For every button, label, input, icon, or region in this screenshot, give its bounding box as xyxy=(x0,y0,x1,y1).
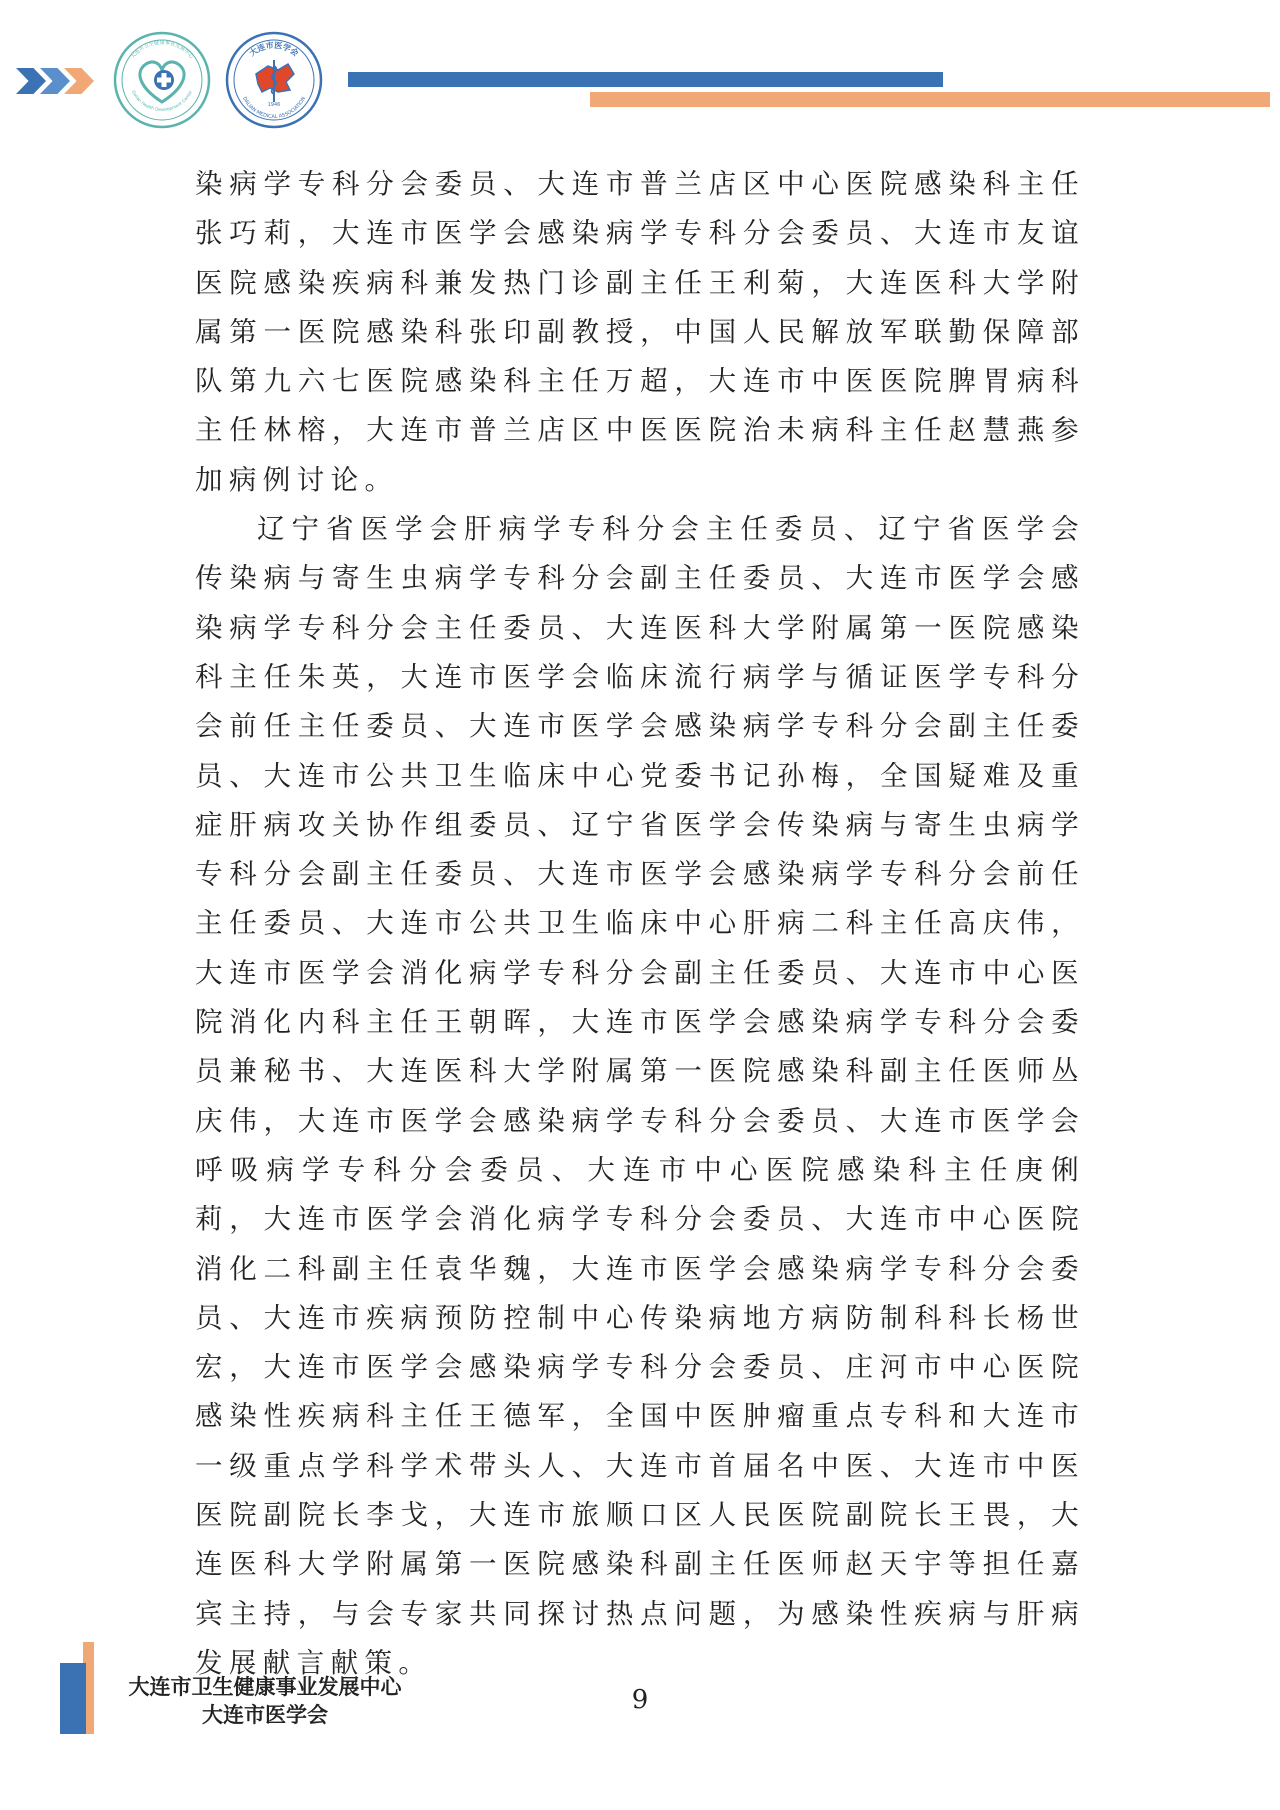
header-orange-bar xyxy=(590,92,1270,107)
svg-text:DALIAN MEDICAL ASSOCIATION: DALIAN MEDICAL ASSOCIATION xyxy=(241,95,307,121)
footer-organization xyxy=(115,1673,415,1729)
svg-text:Dalian Health Development Cent: Dalian Health Development Center xyxy=(130,90,194,113)
dalian-medical-association-logo-icon xyxy=(224,30,324,130)
footer-org-line2: 大连市医学会 xyxy=(202,1703,328,1727)
page-header xyxy=(0,0,1280,150)
paragraph-continued: 染病学专科分会委员、大连市普兰店区中心医院感染科主任张巧莉，大连市医学会感染病学专科分会委员、大连市友谊医院感染疾病科兼发热门诊副主任王利菊，大连医科大学附属第一医院感染科张印副教授，中国人民解放军联勤保障部队第九六七医院感染科主任万超，大连市中医医院脾胃病科主任林榕，大连市普兰店区中医医院治未病科主任赵慧燕参加病例讨论。 xyxy=(195,168,1085,496)
svg-text:大连市医学会: 大连市医学会 xyxy=(247,40,301,59)
page-number: 9 xyxy=(631,1685,649,1715)
chevron-right-icon xyxy=(16,68,46,94)
footer-blue-bar xyxy=(60,1663,86,1734)
document-body xyxy=(195,160,1085,1688)
health-development-center-logo-icon xyxy=(112,30,212,130)
svg-text:大连市卫生健康事业发展中心: 大连市卫生健康事业发展中心 xyxy=(129,40,195,61)
footer-org-line1: 大连市卫生健康事业发展中心 xyxy=(128,1675,402,1699)
svg-text:1946: 1946 xyxy=(267,102,281,108)
header-blue-bar xyxy=(348,72,943,87)
chevron-arrows-icon xyxy=(16,68,88,94)
paragraph-hosts: 辽宁省医学会肝病学专科分会主任委员、辽宁省医学会传染病与寄生虫病学专科分会副主任委员、大连市医学会感染病学专科分会主任委员、大连医科大学附属第一医院感染科主任朱英，大连市医学会临床流行病学与循证医学专科分会前任主任委员、大连市医学会感染病学专科分会副主任委员、大连市公共卫生临床中心党委书记孙梅，全国疑难及重症肝病攻关协作组委员、辽宁省医学会传染病与寄生虫病学专科分会副主任委员、大连市医学会感染病学专科分会前任主任委员、大连市公共卫生临床中心肝病二科主任高庆伟，大连市医学会消化病学专科分会副主任委员、大连市中心医院消化内科主任王朝晖，大连市医学会感染病学专科分会委员兼秘书、大连医科大学附属第一医院感染科副主任医师丛庆伟，大连市医学会感染病学专科分会委员、大连市医学会呼吸病学专科分会委员、大连市中心医院感染科主任庚俐莉，大连市医学会消化病学专科分会委员、大连市中心医院消化二科副主任袁华魏，大连市医学会感染病学专科分会委员、大连市疾病预防控制中心传染病地方病防制科科长杨世宏，大连市医学会感染病学专科分会委员、庄河市中心医院感染性疾病科主任王德军，全国中医肿瘤重点专科和大连市一级重点学科学术带头人、大连市首届名中医、大连市中医医院副院长李戈，大连市旅顺口区人民医院副院长王畏，大连医科大学附属第一医院感染科副主任医师赵天宇等担任嘉宾主持，与会专家共同探讨热点问题，为感染性疾病与肝病发展献言献策。 xyxy=(195,513,1085,1679)
